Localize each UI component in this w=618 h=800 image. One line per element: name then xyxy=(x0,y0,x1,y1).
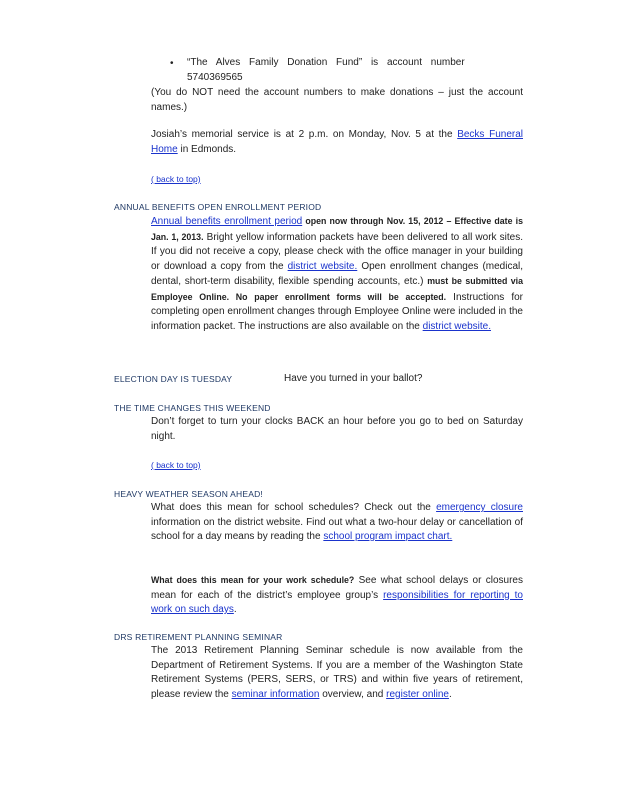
drs-text-1: The 2013 Retirement Planning Seminar schedule is now available from the Department of Retirement Systems. If you are a member of the Washington State Retirement Systems (PERS, SERS, or TRS) and within five years of retirement, please review the xyxy=(151,645,523,700)
heading-drs-seminar: DRS RETIREMENT PLANNING SEMINAR xyxy=(114,632,283,642)
district-website-link-2[interactable]: district website. xyxy=(422,320,491,332)
drs-text-2: overview, and xyxy=(319,688,387,700)
back-to-top-link-2[interactable] xyxy=(151,460,201,470)
memorial-paragraph xyxy=(151,128,523,157)
heading-election: ELECTION DAY IS TUESDAY xyxy=(114,374,233,384)
emergency-closure-link[interactable]: emergency closure xyxy=(436,502,523,513)
back-to-top-link-1[interactable] xyxy=(151,174,201,184)
responsibilities-link[interactable]: responsibilities for reporting to work on such days xyxy=(151,589,523,615)
drs-text-3: . xyxy=(448,688,452,700)
donation-account-number: 5740369565 xyxy=(187,71,243,83)
seminar-information-link[interactable]: seminar information xyxy=(231,688,320,700)
donation-account-line: “The Alves Family Donation Fund” is account number xyxy=(187,57,465,68)
back-to-top-label[interactable]: ( back to top) xyxy=(151,460,201,470)
time-change-paragraph: Don’t forget to turn your clocks BACK an hour before you go to bed on Saturday night. xyxy=(151,416,523,442)
donation-line xyxy=(187,56,487,85)
enrollment-must-submit: must be submitted via Employee Online. No paper enrollment forms will be accepted. xyxy=(151,276,524,302)
enrollment-period-link[interactable]: Annual benefits enrollment period xyxy=(151,216,303,227)
district-website-link-1[interactable]: district website. xyxy=(287,260,358,272)
work-schedule-question: What does this mean for your work schedule? xyxy=(151,575,355,585)
bullet-dot: • xyxy=(170,58,174,69)
weather-paragraph-2 xyxy=(151,573,523,618)
enrollment-text-2: Open enrollment changes (medical, dental, short-term disability, flexible spending accounts, etc.) xyxy=(151,260,524,287)
enrollment-text-1: Bright yellow information packets have been delivered to all work sites. If you did not receive a copy, please check with the office manager in your building or download a copy from the xyxy=(151,231,523,272)
weather-text-4: . xyxy=(233,604,237,615)
election-text: Have you turned in your ballot? xyxy=(284,373,423,384)
heading-weather: HEAVY WEATHER SEASON AHEAD! xyxy=(114,489,263,499)
weather-text-3: See what school delays or closures mean for each of the district’s employee group’s xyxy=(151,575,523,601)
open-enrollment-paragraph xyxy=(151,214,523,334)
weather-paragraph-1 xyxy=(151,501,523,545)
memorial-text-end: in Edmonds. xyxy=(177,143,237,155)
enrollment-text-3: Instructions for completing open enrollment changes through Employee Online were included in the information packet. The instructions are also available on the xyxy=(151,291,524,332)
becks-funeral-home-link[interactable]: Becks Funeral Home xyxy=(151,129,523,155)
memorial-text: Josiah’s memorial service is at 2 p.m. on Monday, Nov. 5 at the xyxy=(151,129,458,140)
heading-open-enrollment: ANNUAL BENEFITS OPEN ENROLLMENT PERIOD xyxy=(114,202,322,212)
back-to-top-label[interactable]: ( back to top) xyxy=(151,174,201,184)
weather-text-2: information on the district website. Find out what a two-hour delay or cancellation of school for a day means by reading the xyxy=(151,516,523,542)
weather-text-1: What does this mean for school schedules? Check out the xyxy=(151,502,437,513)
register-online-link[interactable]: register online xyxy=(386,688,449,700)
enrollment-dates: open now through Nov. 15, 2012 – Effective date is Jan. 1, 2013. xyxy=(151,216,523,242)
drs-paragraph xyxy=(151,644,523,702)
heading-time-change: THE TIME CHANGES THIS WEEKEND xyxy=(114,403,271,413)
school-program-impact-chart-link[interactable]: school program impact chart. xyxy=(323,531,453,542)
donation-note: (You do NOT need the account numbers to make donations – just the account names.) xyxy=(151,87,523,113)
